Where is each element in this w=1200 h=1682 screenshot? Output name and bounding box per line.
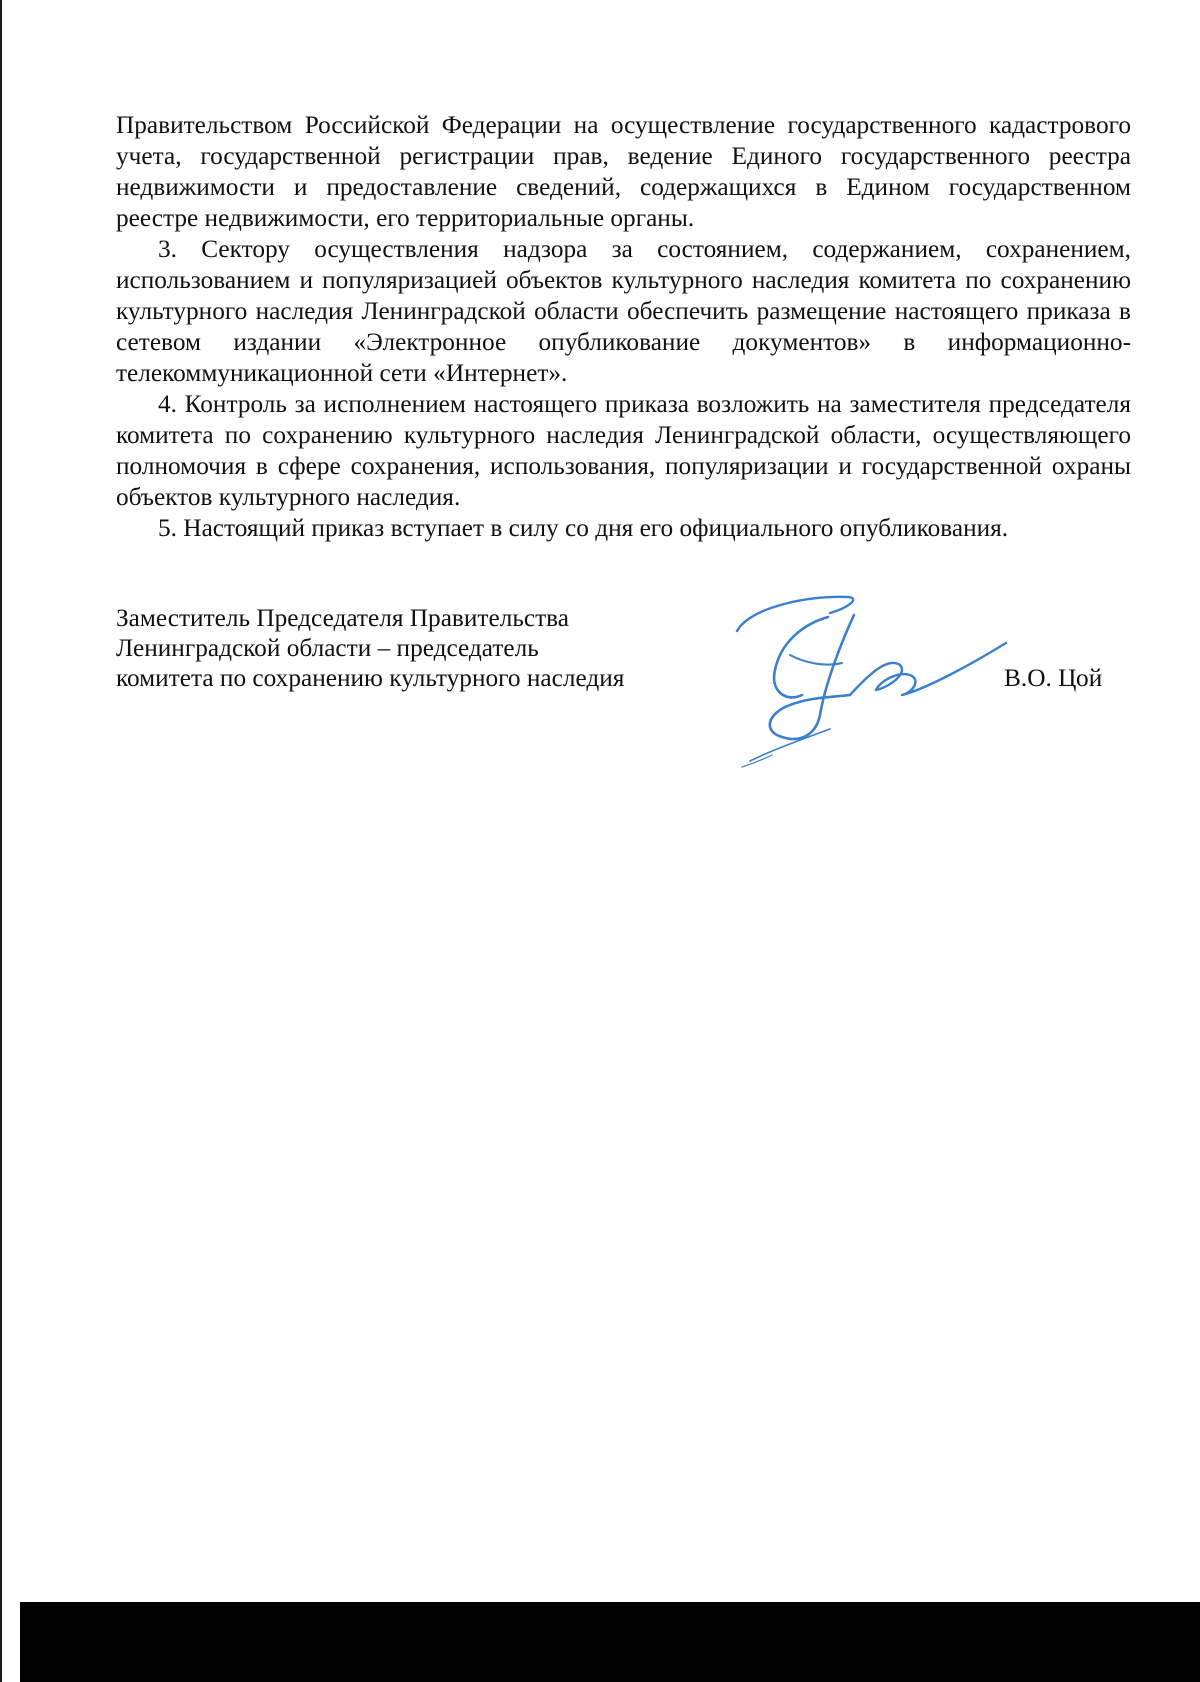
scan-edge [0, 0, 2, 1682]
position-line: Заместитель Председателя Правительства [116, 604, 569, 632]
position-line: Ленинградской области – председатель [116, 634, 539, 662]
paragraph-item-5: 5. Настоящий приказ вступает в силу со дня его официального опубликования. [158, 514, 1009, 542]
signatory-position [116, 603, 716, 693]
handwritten-signature [730, 585, 1010, 775]
scan-border [20, 1602, 1200, 1682]
paragraph-item-3: 3. Сектору осуществления надзора за состоянием, содержанием, сохранением, использованием и популяризацией объектов культурного наследия комитета по сохранению культурного наследия Ленинградской области обеспечить размещение настоящего приказа в сетевом издании «Электронное опубликование документов» в информационно-телекоммуникационной сети «Интернет». [116, 235, 1131, 387]
document-body [116, 110, 1131, 544]
paragraph-continuation: Правительством Российской Федерации на осуществление государственного кадастрового учета, государственной регистрации прав, ведение Единого государственного реестра недвижимости и предоставление сведений, содержащихся в Едином государственном реестре недвижимости, его территориальные органы. [116, 111, 1131, 232]
signatory-name: В.О. Цой [1004, 664, 1103, 692]
paragraph-item-4: 4. Контроль за исполнением настоящего приказа возложить на заместителя председателя комитета по сохранению культурного наследия Ленинградской области, осуществляющего полномочия в сфере сохранения, использования, популяризации и государственной охраны объектов культурного наследия. [116, 390, 1131, 511]
position-line: комитета по сохранению культурного наследия [116, 664, 625, 692]
